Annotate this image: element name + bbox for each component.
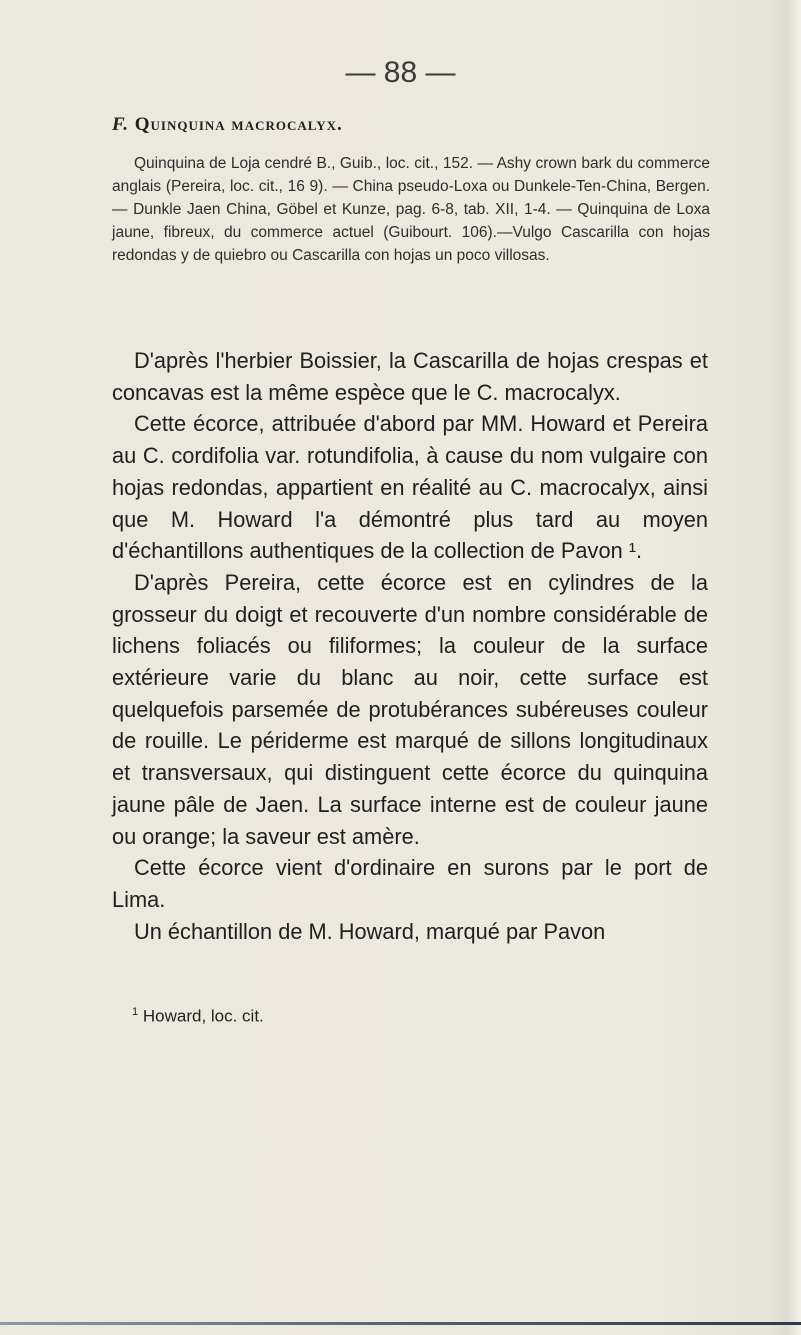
body-text (112, 345, 708, 947)
paragraph-4: Cette écorce vient d'ordinaire en surons par le port de Lima. (112, 855, 708, 912)
page-edge (787, 0, 801, 1335)
footnote (132, 1006, 264, 1027)
section-title: Quinquina macrocalyx. (134, 114, 343, 135)
paragraph-5: Un échantillon de M. Howard, marqué par Pavon (134, 918, 606, 944)
section-heading (112, 114, 343, 136)
page-number: — 88 — (345, 56, 456, 89)
paragraph-3: D'après Pereira, cette écorce est en cylindres de la grosseur du doigt et recouverte d'un nombre considérable de lichens foliacés ou filiformes; la couleur de la surface extérieure varie du blanc au noir, cette surface est quelquefois parsemée de protubérances subéreuses couleur de rouille. Le périderme est marqué de sillons longitudinaux et transversaux, qui distinguent cette écorce du quinquina jaune pâle de Jaen. La surface interne est de couleur jaune ou orange; la saveur est amère. (112, 569, 708, 849)
footnote-text: Howard, loc. cit. (142, 1006, 264, 1026)
paragraph-2: Cette écorce, attribuée d'abord par MM. Howard et Pereira au C. cordifolia var. rotundifolia, à cause du nom vulgaire con hojas redondas, appartient en réalité au C. macrocalyx, ainsi que M. Howard l'a démontré plus tard au moyen d'échantillons authentiques de la collection de Pavon ¹. (112, 411, 708, 564)
reference-paragraph: Quinquina de Loja cendré B., Guib., loc. cit., 152. — Ashy crown bark du commerce anglais (Pereira, loc. cit., 16 9). — China pseudo-Loxa ou Dunkele-Ten-China, Bergen. — Dunkle Jaen China, Göbel et Kunze, pag. 6-8, tab. XII, 1-4. — Quinquina de Loxa jaune, fibreux, du commerce actuel (Guibourt. 106).—Vulgo Cascarilla con hojas redondas y de quiebro ou Cascarilla con hojas un poco villosas. (112, 155, 710, 264)
section-letter: F. (112, 114, 129, 135)
footnote-marker: 1 (132, 1006, 139, 1018)
synonym-references (112, 152, 710, 267)
bottom-rule (0, 1322, 801, 1325)
paragraph-1: D'après l'herbier Boissier, la Cascarilla de hojas crespas et concavas est la même espèce que le C. macrocalyx. (112, 348, 708, 405)
